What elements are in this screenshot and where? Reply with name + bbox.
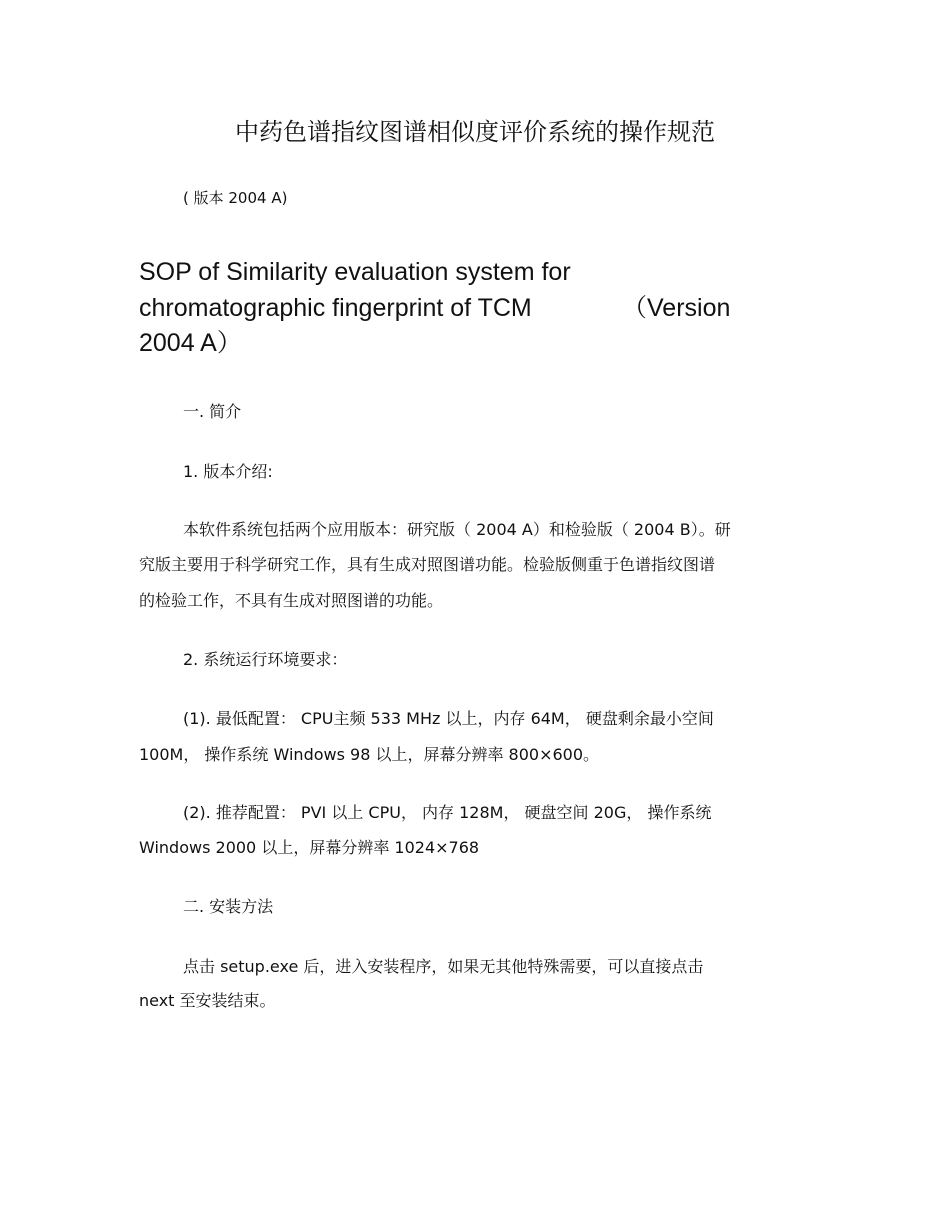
paragraph-versions-line-1: 本软件系统包括两个应用版本：研究版（ 2004 A）和检验版（ 2004 B）。研 — [183, 520, 731, 539]
version-note: ( 版本 2004 A) — [183, 189, 288, 207]
min-config-line-2: 100M， 操作系统 Windows 98 以上，屏幕分辨率 800×600。 — [139, 745, 600, 764]
subheading-version-intro: 1. 版本介绍: — [183, 462, 273, 481]
recommended-config-line-2: Windows 2000 以上，屏幕分辨率 1024×768 — [139, 838, 480, 857]
section-heading-intro: 一. 简介 — [183, 402, 242, 421]
page-title: 中药色谱指纹图谱相似度评价系统的操作规范 — [235, 118, 715, 146]
english-title-version: （Version — [622, 294, 731, 322]
english-title-line-1: SOP of Similarity evaluation system for — [139, 258, 571, 286]
subheading-system-requirements: 2. 系统运行环境要求： — [183, 650, 348, 669]
paragraph-versions-line-2: 究版主要用于科学研究工作，具有生成对照图谱功能。检验版侧重于色谱指纹图谱 — [139, 555, 716, 574]
section-heading-install: 二. 安装方法 — [183, 897, 274, 916]
install-instructions-line-1: 点击 setup.exe 后，进入安装程序，如果无其他特殊需要，可以直接点击 — [183, 957, 704, 976]
min-config-line-1: (1). 最低配置： CPU主频 533 MHz 以上，内存 64M， 硬盘剩余最小空间 — [183, 709, 714, 728]
paragraph-versions-line-3: 的检验工作，不具有生成对照图谱的功能。 — [139, 591, 444, 610]
english-title-line-3: 2004 A） — [139, 329, 242, 357]
install-instructions-line-2: next 至安装结束。 — [139, 991, 276, 1010]
english-title-line-2: chromatographic fingerprint of TCM — [139, 294, 532, 322]
recommended-config-line-1: (2). 推荐配置： PVI 以上 CPU， 内存 128M， 硬盘空间 20G， 操作系统 — [183, 803, 712, 822]
